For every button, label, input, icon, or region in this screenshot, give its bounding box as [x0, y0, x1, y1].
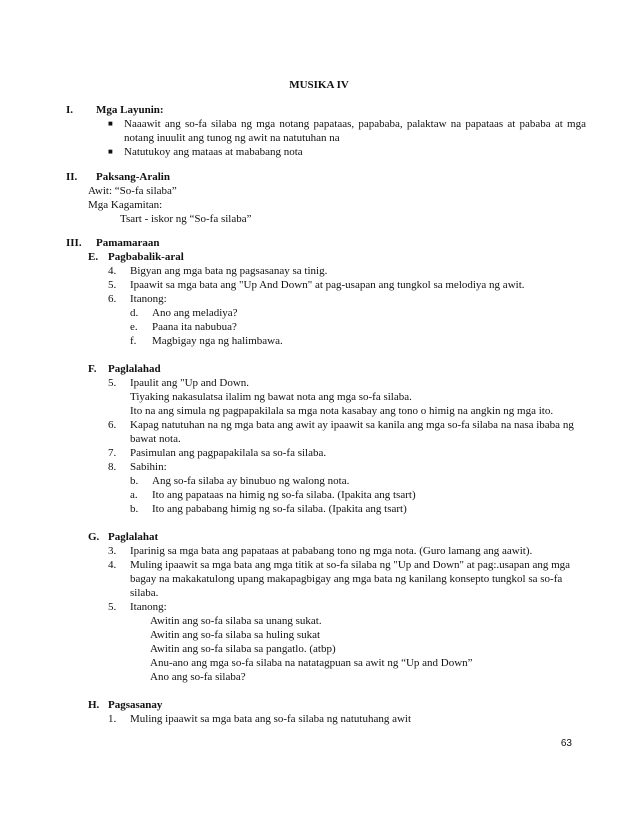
- song-line: Awit: “So-fa silaba”: [88, 185, 177, 197]
- review-list: [66, 264, 586, 348]
- list-item: a. Ito ang papataas na himig ng so-fa silaba. (Ipakita ang tsart): [130, 489, 416, 501]
- section-label: Pamamaraan: [96, 237, 160, 249]
- objectives-list: [66, 117, 586, 159]
- presentation-list: [66, 376, 586, 516]
- page-number: 63: [560, 738, 572, 749]
- section-heading: [66, 170, 586, 184]
- section-procedure: [66, 236, 586, 726]
- section-subject-matter: [66, 170, 586, 226]
- list-item: 3. Iparinig sa mga bata ang papataas at pababang tono ng mga nota. (Guro lamang ang aawit).: [108, 545, 533, 557]
- list-item: ■ Natutukoy ang mataas at mababang nota: [108, 146, 303, 158]
- list-item: 6. Itanong:: [108, 293, 167, 305]
- list-item: f. Magbigay nga ng halimbawa.: [130, 335, 283, 347]
- list-item: b. Ito ang pababang himig ng so-fa silaba. (Ipakita ang tsart): [130, 503, 407, 515]
- materials-line: Tsart - iskor ng “So-fa silaba”: [120, 213, 252, 225]
- subsection-heading: F. Paglalahad: [88, 363, 161, 375]
- exercise-list: [66, 712, 586, 726]
- list-item: 4. Muling ipaawit sa mga bata ang mga titik at so-fa silaba ng "Up and Down" at pag:.usapan ang mga bagay na makakatulong upang makapagbigay ang mga bata ng kanilang konsepto tungkol sa so-fa silaba.: [108, 559, 571, 599]
- subsection-exercise: [66, 698, 586, 726]
- subsection-review: [66, 250, 586, 348]
- generalization-list: [66, 544, 586, 614]
- list-item: 6. Kapag natutuhan na ng mga bata ang awit ay ipaawit sa kanila ang mga so-fa silaba na nasa ibaba ng bawat nota.: [108, 419, 574, 445]
- subsection-presentation: [66, 362, 586, 516]
- question-line: Ano ang so-fa silaba?: [150, 671, 246, 683]
- list-item: 5. Ipaulit ang "Up and Down. Tiyaking nakasulatsa ilalim ng bawat nota ang mga so-fa silaba. Ito na ang simula ng pagpapakilala sa mga nota kasabay ang tono o himig na angkin ng mga ito.: [108, 377, 554, 417]
- question-line: Awitin ang so-fa silaba sa pangatlo. (atbp): [150, 643, 336, 655]
- subsection-heading: H. Pagsasanay: [88, 699, 163, 711]
- list-item: 8. Sabihin:: [108, 461, 167, 473]
- list-item: 5. Ipaawit sa mga bata ang "Up And Down" at pag-usapan ang tungkol sa melodiya ng awit.: [108, 279, 525, 291]
- question-line: Awitin ang so-fa silaba sa unang sukat.: [150, 615, 322, 627]
- section-heading: [66, 103, 586, 117]
- materials-label: Mga Kagamitan:: [88, 199, 163, 211]
- section-label: Mga Layunin:: [96, 104, 164, 116]
- section-heading: [66, 236, 586, 250]
- list-item: 4. Bigyan ang mga bata ng pagsasanay sa tinig.: [108, 265, 328, 277]
- page-title: MUSIKA IV: [289, 79, 349, 91]
- list-item: d. Ano ang meladiya?: [130, 307, 238, 319]
- list-item: b. Ang so-fa silaba ay binubuo ng walong nota.: [130, 475, 350, 487]
- list-item: 1. Muling ipaawit sa mga bata ang so-fa silaba ng natutuhang awit: [108, 713, 412, 725]
- question-line: Anu-ano ang mga so-fa silaba na natatagpuan sa awit ng “Up and Down”: [150, 657, 473, 669]
- section-label: Paksang-Aralin: [96, 171, 170, 183]
- section-objectives: [66, 103, 586, 159]
- subsection-heading: G. Paglalahat: [88, 531, 159, 543]
- subsection-heading: E. Pagbabalik-aral: [88, 251, 184, 263]
- list-item: 5. Itanong:: [108, 601, 167, 613]
- section-number: III.: [66, 237, 82, 249]
- section-number: II.: [66, 171, 78, 183]
- subsection-generalization: [66, 530, 586, 684]
- list-item: ■ Naaawit ang so-fa silaba ng mga notang papataas, papababa, palaktaw na papataas at pababa at mga notang inuulit ang tunog ng awit na natutuhan na: [108, 118, 586, 144]
- list-item: 7. Pasimulan ang pagpapakilala sa so-fa silaba.: [108, 447, 327, 459]
- square-bullet-icon: ■: [108, 147, 113, 156]
- square-bullet-icon: ■: [108, 119, 113, 128]
- section-number: I.: [66, 104, 74, 116]
- list-item: e. Paana ita nabubua?: [130, 321, 237, 333]
- question-line: Awitin ang so-fa silaba sa huling sukat: [150, 629, 321, 641]
